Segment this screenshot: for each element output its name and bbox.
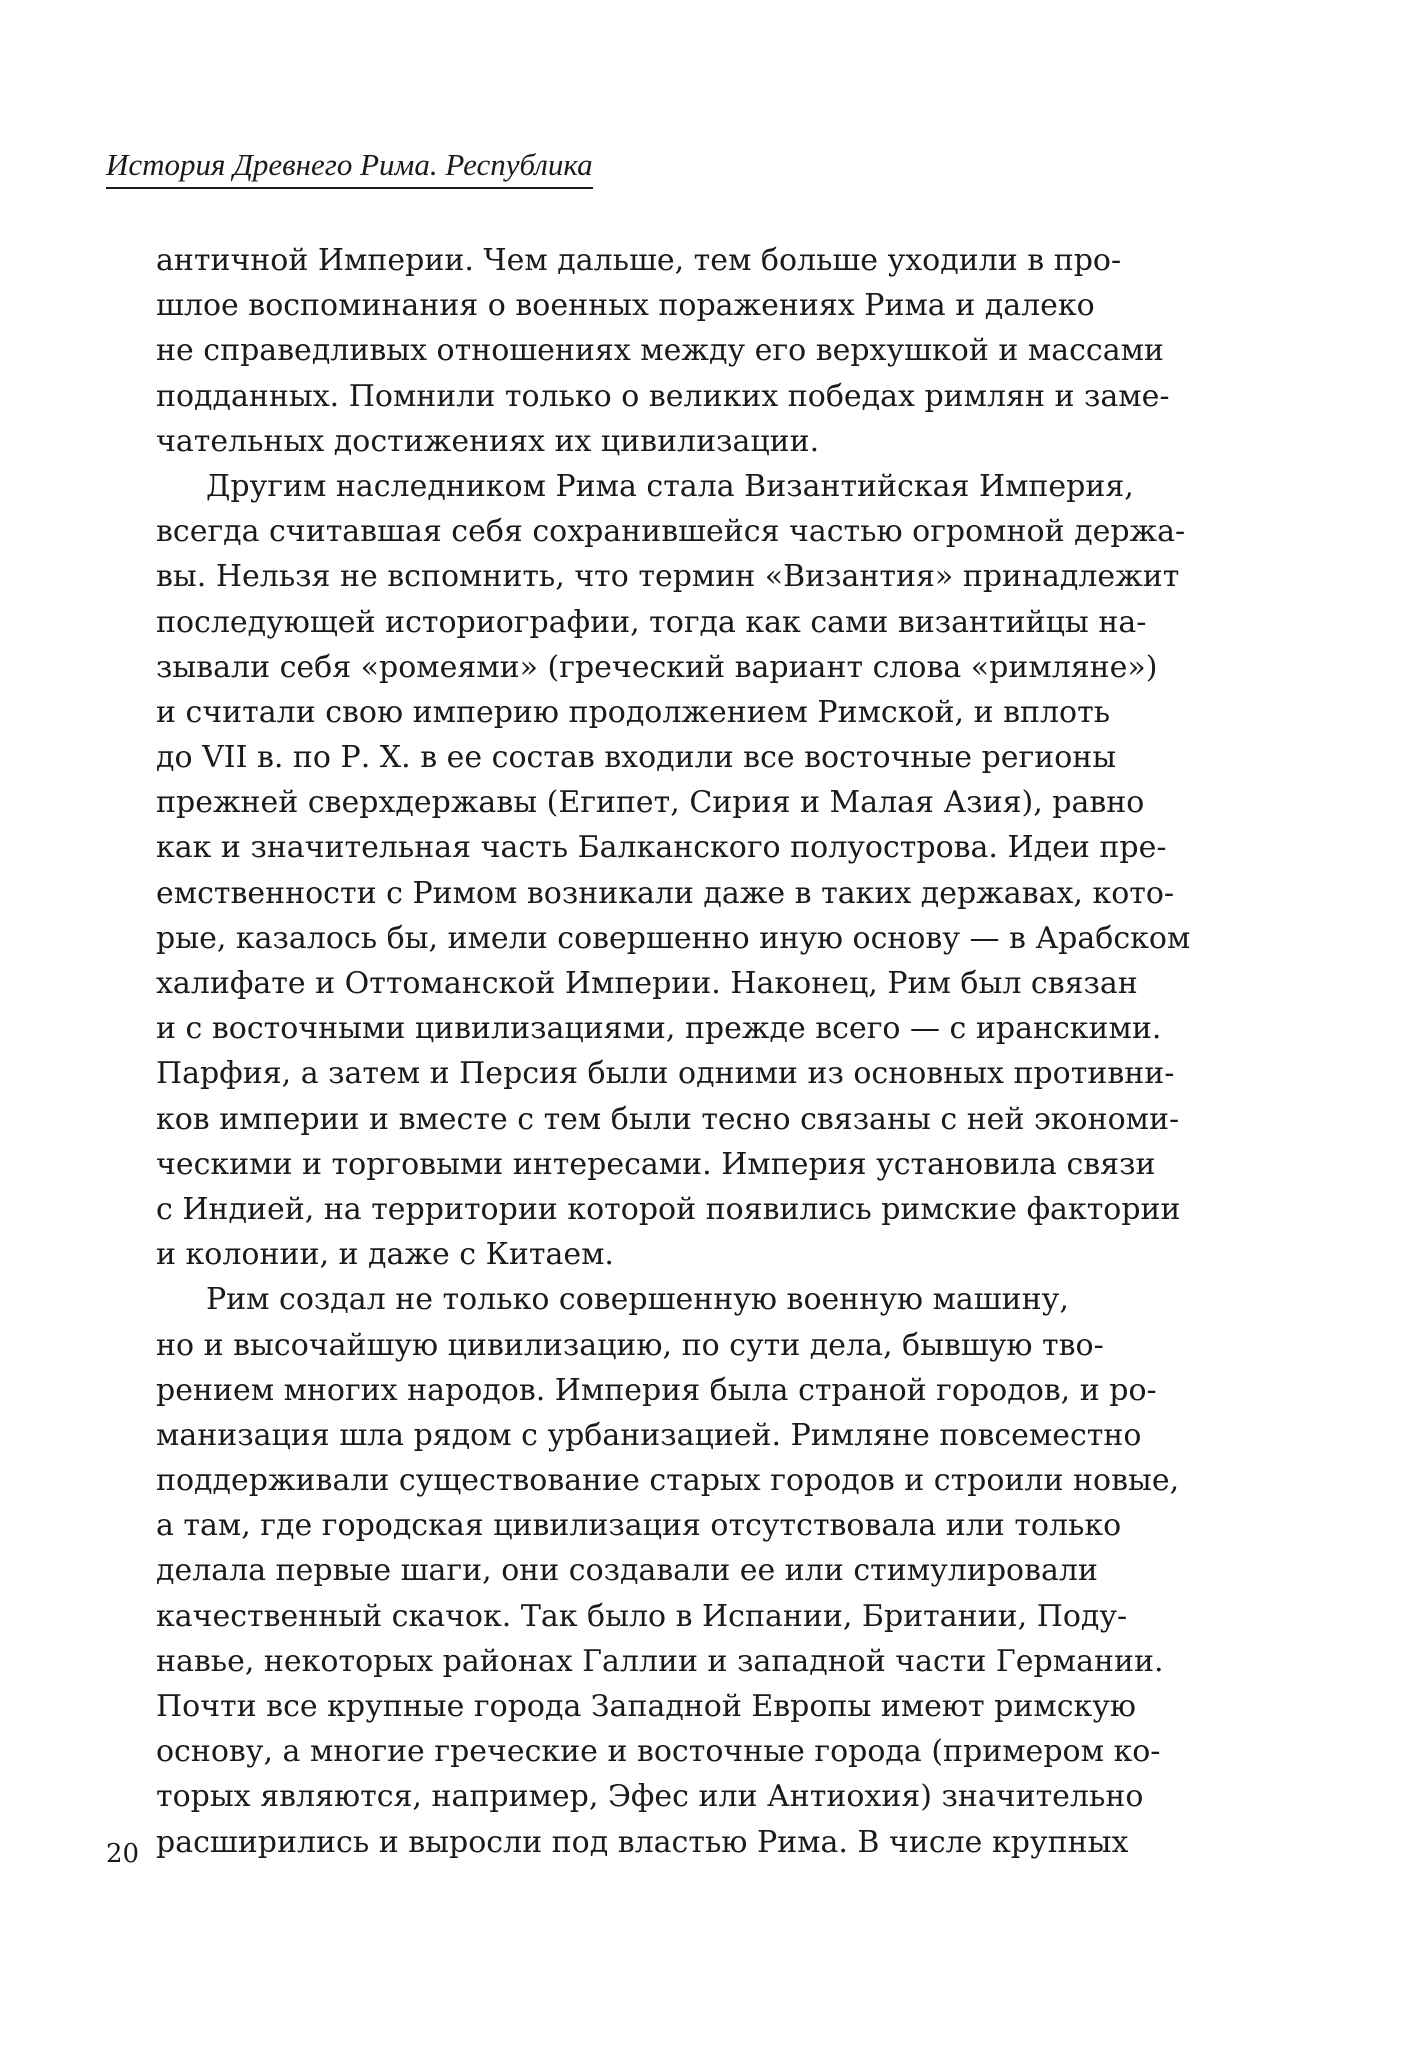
text-line: Рим создал не только совершенную военную машину, (206, 1282, 1069, 1318)
text-line: ческими и торговыми интересами. Империя установила связи (156, 1146, 1156, 1182)
text-line: основу, а многие греческие и восточные города (примером ко- (156, 1734, 1161, 1770)
running-header: История Древнего Рима. Республика (106, 148, 593, 189)
text-line: делала первые шаги, они создавали ее или стимулировали (156, 1553, 1098, 1589)
text-line: всегда считавшая себя сохранившейся частью огромной держа- (156, 514, 1186, 550)
text-line: манизация шла рядом с урбанизацией. Римляне повсеместно (156, 1417, 1142, 1453)
text-line: подданных. Помнили только о великих победах римлян и заме- (156, 378, 1170, 414)
text-line: до VII в. по Р. Х. в ее состав входили все восточные регионы (156, 740, 1117, 776)
text-line: и колонии, и даже с Китаем. (156, 1237, 614, 1273)
text-line: Парфия, а затем и Персия были одними из основных противни- (156, 1056, 1175, 1092)
text-line: чательных достижениях их цивилизации. (156, 423, 820, 459)
text-line: торых являются, например, Эфес или Антиохия) значительно (156, 1779, 1144, 1815)
text-line: вы. Нельзя не вспомнить, что термин «Византия» принадлежит (156, 559, 1180, 595)
text-line: последующей историографии, тогда как сами византийцы на- (156, 604, 1147, 640)
text-line: не справедливых отношениях между его верхушкой и массами (156, 333, 1164, 369)
paragraph (156, 1277, 1241, 1864)
body-text (156, 238, 1241, 1865)
text-line: с Индией, на территории которой появились римские фактории (156, 1191, 1181, 1227)
text-line: расширились и выросли под властью Рима. В числе крупных (156, 1824, 1129, 1860)
text-line: Другим наследником Рима стала Византийская Империя, (206, 468, 1134, 504)
text-line: емственности с Римом возникали даже в таких державах, кото- (156, 875, 1175, 911)
text-line: античной Империи. Чем дальше, тем больше уходили в про- (156, 243, 1122, 278)
text-line: качественный скачок. Так было в Испании, Британии, Поду- (156, 1598, 1128, 1634)
text-line: прежней сверхдержавы (Египет, Сирия и Малая Азия), равно (156, 785, 1145, 821)
text-line: халифате и Оттоманской Империи. Наконец, Рим был связан (156, 966, 1138, 1001)
text-line: как и значительная часть Балканского полуострова. Идеи пре- (156, 830, 1167, 866)
text-line: рые, казалось бы, имели совершенно иную основу — в Арабском (156, 920, 1191, 956)
text-line: рением многих народов. Империя была страной городов, и ро- (156, 1372, 1157, 1408)
text-line: поддерживали существование старых городов и строили новые, (156, 1463, 1180, 1499)
page-number: 20 (106, 1839, 140, 1869)
text-line: Почти все крупные города Западной Европы имеют римскую (156, 1689, 1137, 1724)
text-line: а там, где городская цивилизация отсутствовала или только (156, 1508, 1122, 1544)
text-line: но и высочайшую цивилизацию, по сути дела, бывшую тво- (156, 1327, 1104, 1363)
text-line: шлое воспоминания о военных поражениях Рима и далеко (156, 288, 1095, 324)
paragraph (156, 238, 1241, 464)
text-line: ков империи и вместе с тем были тесно связаны с ней экономи- (156, 1101, 1180, 1137)
text-line: и считали свою империю продолжением Римской, и вплоть (156, 694, 1111, 730)
text-line: зывали себя «ромеями» (греческий вариант слова «римляне») (156, 649, 1158, 685)
text-line: и с восточными цивилизациями, прежде всего — с иранскими. (156, 1011, 1162, 1047)
text-line: навье, некоторых районах Галлии и западной части Германии. (156, 1643, 1164, 1679)
paragraph (156, 464, 1241, 1277)
